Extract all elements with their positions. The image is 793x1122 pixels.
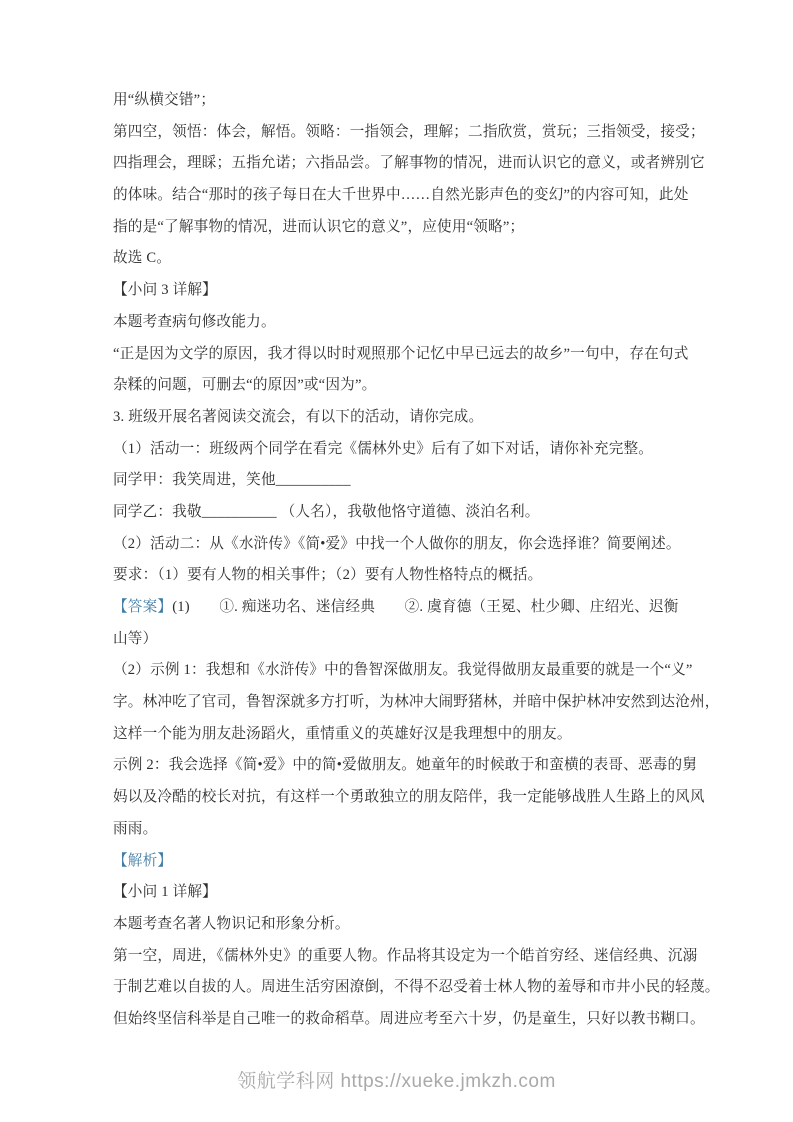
doc-line: 用“纵横交错”；	[113, 92, 216, 108]
watermark: 领航学科网 https://xueke.jmkzh.com	[237, 1071, 556, 1092]
example-2-line: 示例 2：我会选择《简•爱》中的简•爱做朋友。她童年的时候敢于和蛮横的表哥、恶毒的舅	[113, 757, 698, 774]
subquestion-1-heading: 【小问 1 详解】	[113, 884, 217, 901]
subquestion-3-heading: 【小问 3 详解】	[113, 282, 217, 299]
doc-line: 的体味。结合“那时的孩子每日在大千世界中……自然光影声色的变幻”的内容可知，此处	[113, 187, 689, 204]
activity-2-line: （2）活动二：从《水浒传》《简•爱》中找一个人做你的朋友，你会选择谁？简要阐述。	[113, 535, 681, 552]
doc-line: 杂糅的问题，可删去“的原因”或“因为”。	[113, 377, 377, 394]
doc-line: 本题考查病句修改能力。	[113, 313, 276, 330]
doc-line: 但始终坚信科举是自己唯一的救命稻草。周进应考至六十岁，仍是童生，只好以教书糊口。	[113, 1010, 705, 1027]
doc-line-conclusion: 故选 C。	[113, 250, 172, 267]
doc-line: 四指理会，理睬；五指允诺；六指品尝。了解事物的情况，进而认识它的意义，或者辨别它	[113, 155, 705, 172]
doc-line: 山等）	[113, 630, 158, 647]
question-3-stem: 3. 班级开展名著阅读交流会，有以下的活动，请你完成。	[113, 408, 484, 425]
answer-line	[113, 592, 685, 624]
analysis-label: 【解析】	[113, 852, 173, 869]
requirements-line: 要求：（1）要有人物的相关事件；（2）要有人物性格特点的概括。	[113, 567, 543, 584]
example-1-line: （2）示例 1：我想和《水浒传》中的鲁智深做朋友。我觉得做朋友最重要的就是一个“义”	[113, 662, 693, 679]
doc-line: 于制艺难以自拔的人。周进生活穷困潦倒，不得不忍受着士林人物的羞辱和市井小民的轻蔑。	[113, 979, 720, 996]
document-body	[113, 85, 720, 1036]
answer-text: (1) ①. 痴迷功名、迷信经典 ②. 虞育德（王冕、杜少卿、庄绍光、迟衡	[172, 599, 679, 615]
student-a-line: 同学甲：我笑周进，笑他__________	[113, 472, 351, 489]
doc-line: 雨雨。	[113, 820, 158, 837]
doc-line: 第四空，领悟：体会，解悟。领略：一指领会，理解；二指欣赏，赏玩；三指领受，接受；	[113, 123, 705, 140]
student-b-line: 同学乙：我敬__________ （人名），我敬他恪守道德、淡泊名利。	[113, 503, 540, 520]
doc-line: “正是因为文学的原因，我才得以时时观照那个记忆中早已远去的故乡”一句中，存在句式	[113, 345, 689, 362]
activity-1-line: （1）活动一：班级两个同学在看完《儒林外史》后有了如下对话，请你补充完整。	[113, 440, 654, 457]
doc-line: 指的是“了解事物的情况，进而认识它的意义”，应使用“领略”；	[113, 218, 525, 235]
doc-line: 妈以及冷酷的校长对抗，有这样一个勇敢独立的朋友陪伴，我一定能够战胜人生路上的风风	[113, 789, 705, 806]
doc-line: 字。林冲吃了官司，鲁智深就多方打听，为林冲大闹野猪林，并暗中保护林冲安然到达沧州，	[113, 694, 720, 711]
doc-line: 这样一个能为朋友赴汤蹈火，重情重义的英雄好汉是我理想中的朋友。	[113, 725, 572, 742]
answer-label: 【答案】	[113, 599, 173, 615]
doc-line: 第一空，周进，《儒林外史》的重要人物。作品将其设定为一个皓首穷经、迷信经典、沉溺	[113, 947, 698, 964]
doc-line: 本题考查名著人物识记和形象分析。	[113, 915, 350, 932]
